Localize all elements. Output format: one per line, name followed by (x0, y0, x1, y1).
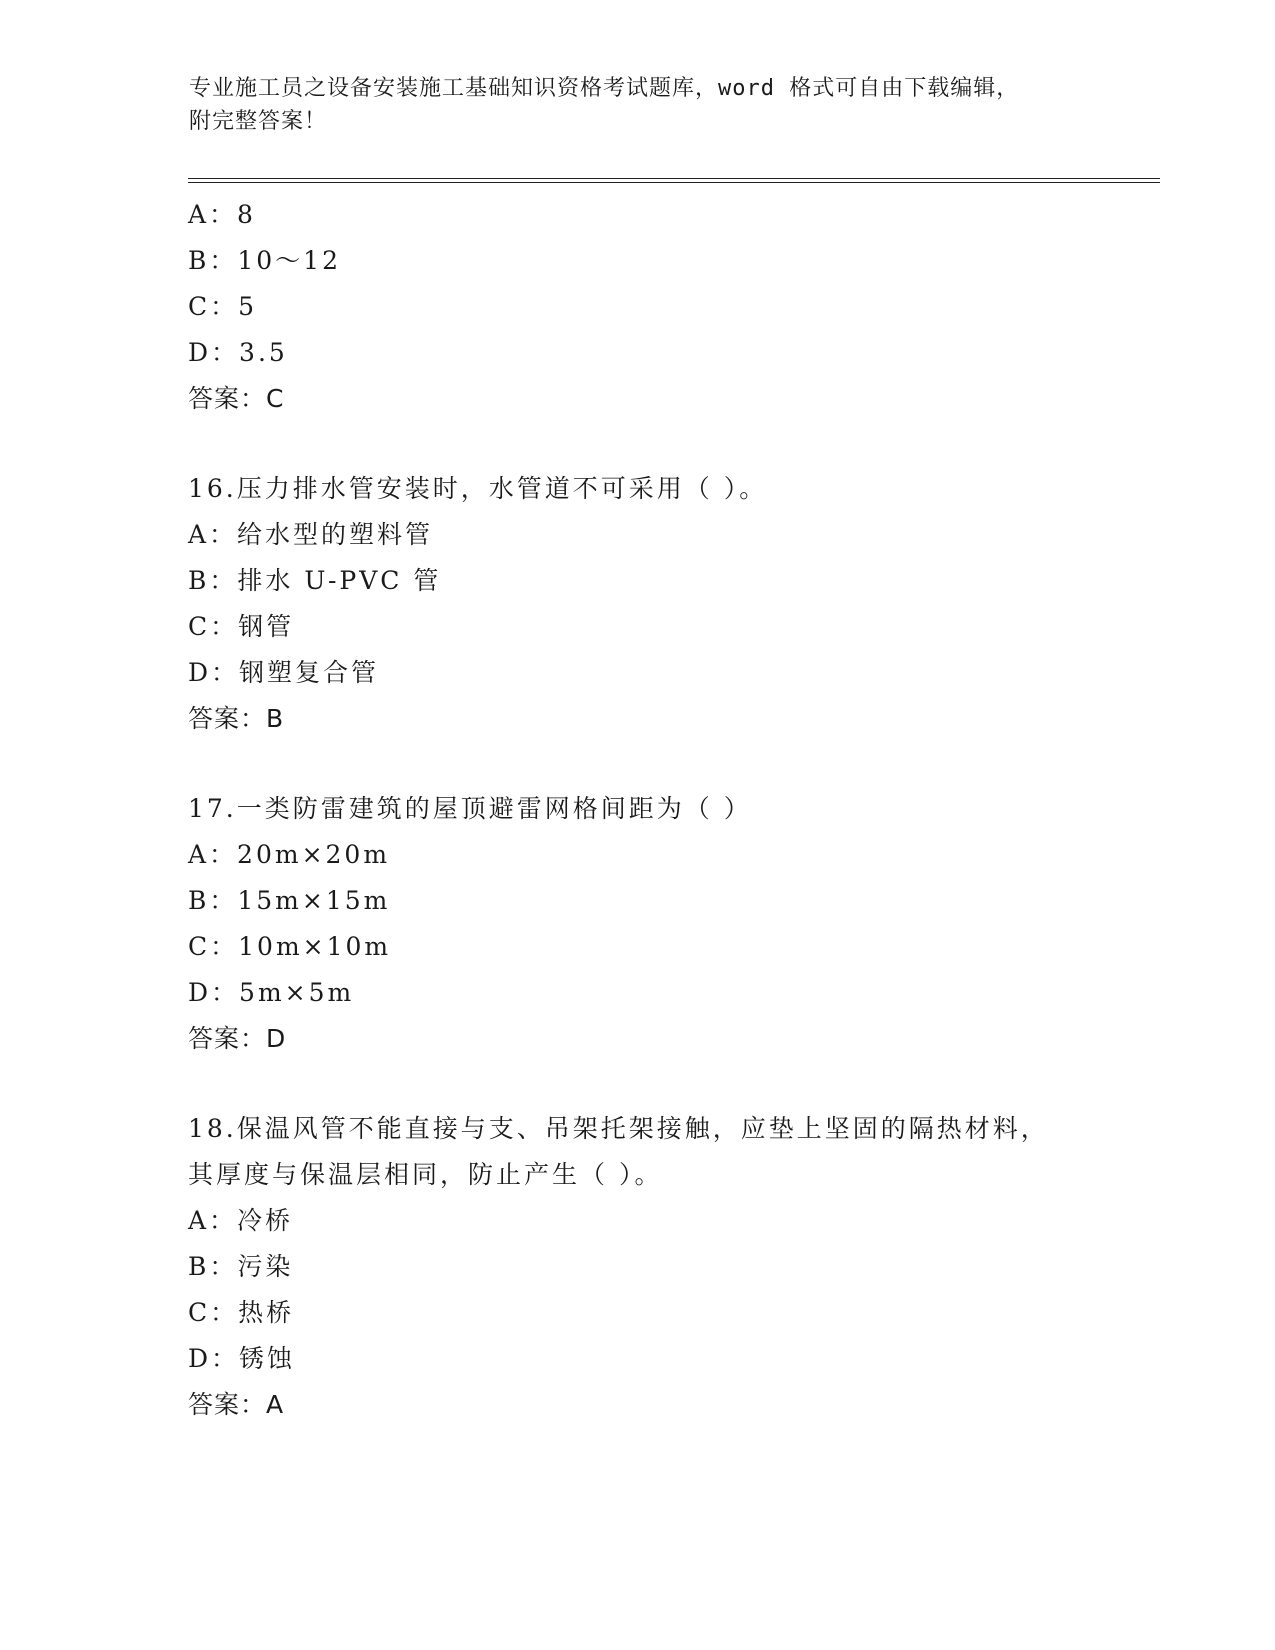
header-divider (188, 178, 1160, 183)
question-list (188, 192, 1148, 1428)
option-d: D：锈蚀 (188, 1344, 296, 1373)
option-a: A：8 (188, 200, 256, 229)
question-15 (188, 192, 1148, 422)
question-17 (188, 786, 1148, 1062)
question-16 (188, 466, 1148, 742)
option-d: D：钢塑复合管 (188, 658, 380, 687)
option-c: C：10m×10m (188, 932, 392, 961)
question-title-line-1: 18.保温风管不能直接与支、吊架托架接触，应垫上坚固的隔热材料， (188, 1114, 1049, 1143)
answer: 答案：A (188, 1390, 285, 1419)
header-line-2: 附完整答案！ (189, 109, 328, 134)
option-a: A：20m×20m (188, 840, 391, 869)
option-b: B：排水 U-PVC 管 (188, 566, 442, 595)
option-b: B：污染 (188, 1252, 294, 1281)
option-a: A：给水型的塑料管 (188, 520, 434, 549)
option-d: D：3.5 (188, 338, 288, 367)
answer: 答案：C (188, 384, 285, 413)
answer: 答案：D (188, 1024, 287, 1053)
option-c: C：热桥 (188, 1298, 295, 1327)
option-b: B：10～12 (188, 246, 341, 275)
document-header (189, 72, 1089, 138)
question-18 (188, 1106, 1148, 1428)
question-title: 17.一类防雷建筑的屋顶避雷网格间距为（ ） (188, 794, 752, 823)
question-title: 16.压力排水管安装时，水管道不可采用（ ）。 (188, 474, 768, 503)
question-title-line-2: 其厚度与保温层相同，防止产生（ ）。 (188, 1160, 663, 1189)
option-c: C：钢管 (188, 612, 295, 641)
option-a: A：冷桥 (188, 1206, 294, 1235)
option-c: C：5 (188, 292, 258, 321)
header-line-1: 专业施工员之设备安装施工基础知识资格考试题库，word 格式可自由下载编辑， (189, 76, 1020, 101)
option-d: D：5m×5m (188, 978, 355, 1007)
answer: 答案：B (188, 704, 285, 733)
option-b: B：15m×15m (188, 886, 391, 915)
